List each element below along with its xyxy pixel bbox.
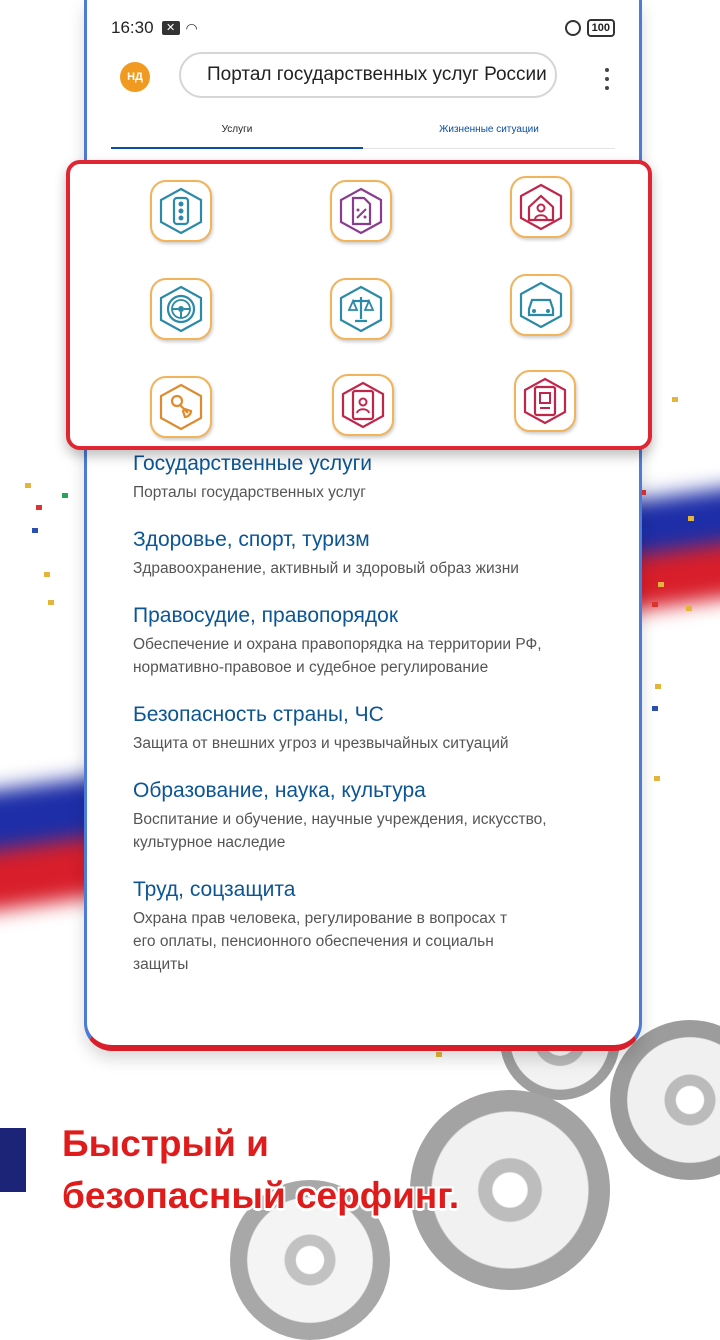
car-icon[interactable]: [510, 274, 572, 336]
percent-document-icon[interactable]: [330, 180, 392, 242]
decor-blue-bar: [0, 1128, 26, 1192]
list-item[interactable]: [133, 450, 619, 504]
rotation-lock-icon: [565, 20, 581, 36]
notification-icon: ✕: [162, 21, 180, 35]
tab-life-situations[interactable]: Жизненные ситуации: [439, 124, 539, 135]
list-item[interactable]: [133, 777, 619, 854]
promo-line-1: Быстрый и: [62, 1123, 269, 1164]
battery-icon: 100: [587, 19, 615, 37]
house-person-icon[interactable]: [510, 176, 572, 238]
category-list: [133, 450, 619, 998]
address-bar[interactable]: Портал государственных услуг России: [179, 52, 557, 98]
id-document-icon[interactable]: [514, 370, 576, 432]
item-description: Защита от внешних угроз и чрезвычайных ситуаций: [133, 735, 509, 752]
steering-wheel-icon[interactable]: [150, 278, 212, 340]
list-item[interactable]: [133, 602, 619, 679]
list-item[interactable]: [133, 526, 619, 580]
status-bar: [111, 14, 615, 42]
item-title: Государственные услуги: [133, 452, 372, 475]
pacifier-icon[interactable]: [150, 376, 212, 438]
item-description: Охрана прав человека, регулирование в вопросах т его оплаты, пенсионного обеспечения и социальн защиты: [133, 910, 508, 973]
phone-screen: [84, 0, 642, 1051]
item-title: Безопасность страны, ЧС: [133, 703, 384, 726]
item-description: Воспитание и обучение, научные учреждения, искусство, культурное наследие: [133, 811, 547, 851]
item-description: Порталы государственных услуг: [133, 484, 366, 501]
item-title: Образование, наука, культура: [133, 779, 426, 802]
browser-toolbar: [87, 52, 639, 102]
traffic-light-icon[interactable]: [150, 180, 212, 242]
item-title: Труд, соцзащита: [133, 878, 296, 901]
promo-slogan: [62, 1118, 459, 1222]
item-description: Здравоохранение, активный и здоровый образ жизни: [133, 560, 519, 577]
avatar[interactable]: НД: [120, 62, 150, 92]
list-item[interactable]: [133, 876, 619, 976]
category-icon-panel: [66, 160, 652, 450]
more-menu-icon[interactable]: [605, 68, 609, 95]
scales-icon[interactable]: [330, 278, 392, 340]
item-title: Правосудие, правопорядок: [133, 604, 399, 627]
passport-icon[interactable]: [332, 374, 394, 436]
wifi-icon: ◠: [185, 19, 198, 36]
status-time: 16:30: [111, 18, 154, 37]
tab-services[interactable]: Услуги: [111, 118, 363, 148]
promo-line-2: безопасный серфинг.: [62, 1175, 460, 1216]
item-title: Здоровье, спорт, туризм: [133, 528, 370, 551]
list-item[interactable]: [133, 701, 619, 755]
tab-bar: [111, 118, 615, 149]
item-description: Обеспечение и охрана правопорядка на территории РФ, нормативно-правовое и судебное регулирование: [133, 636, 542, 676]
